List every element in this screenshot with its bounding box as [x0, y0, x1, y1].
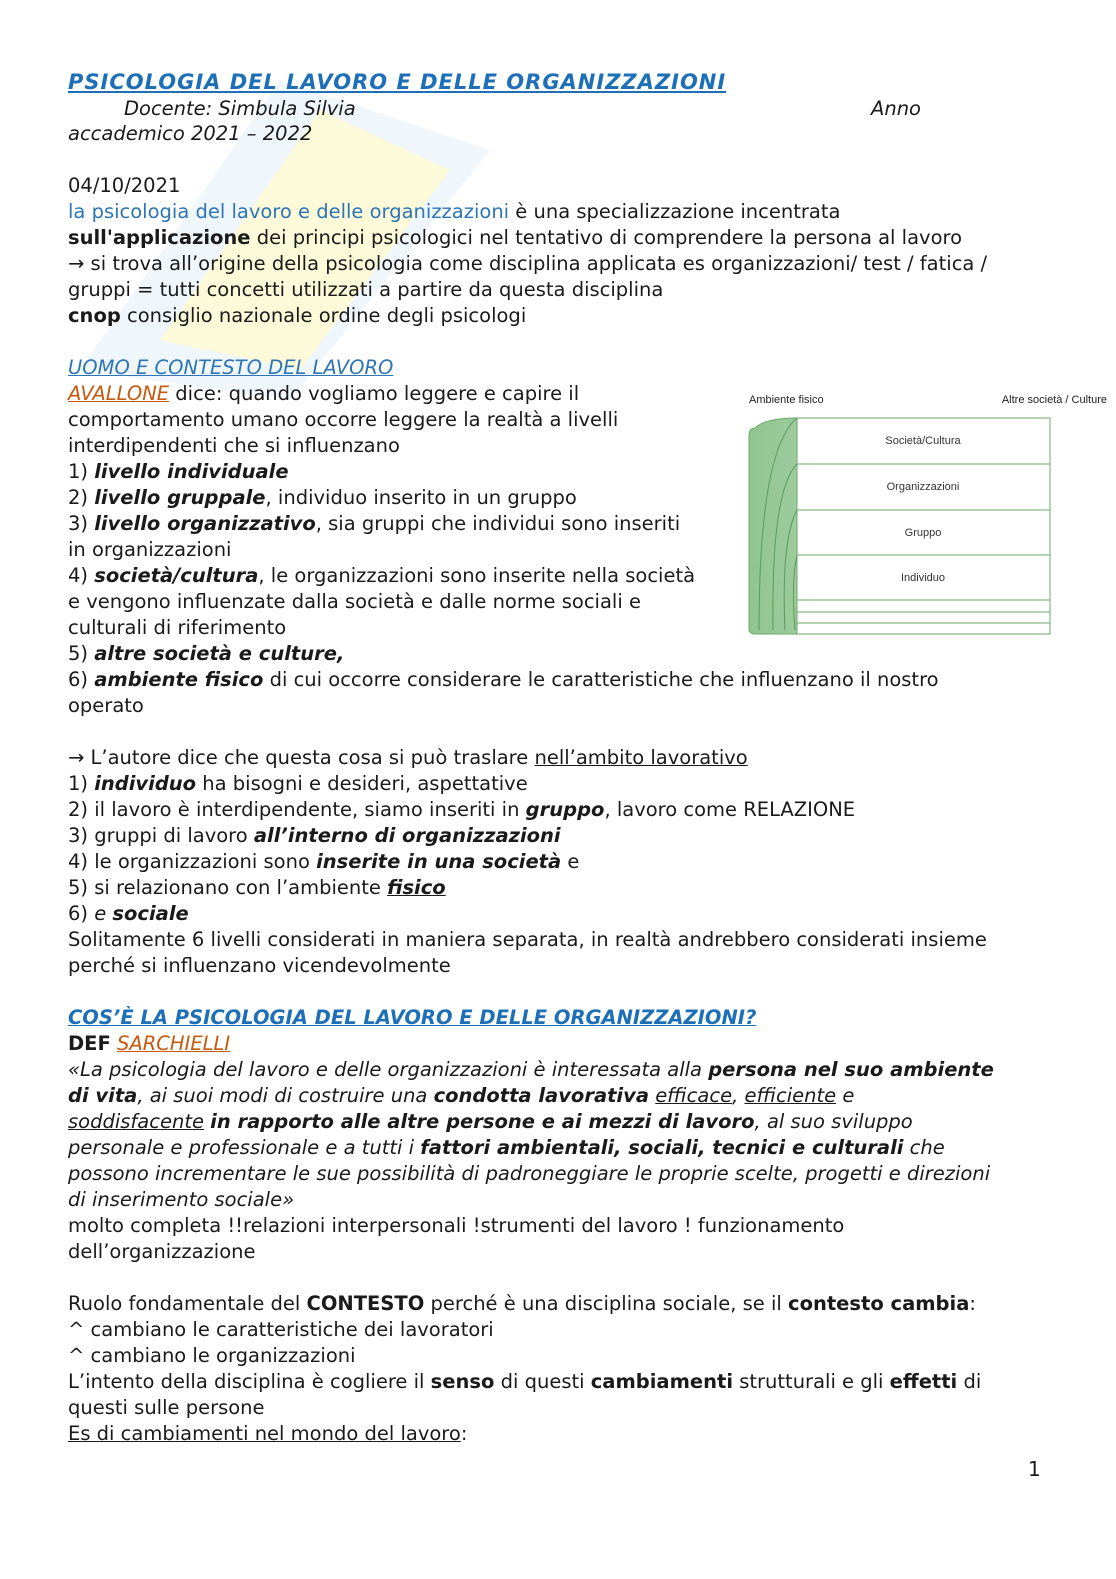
item-text: , le organizzazioni sono inserite nella società: [258, 564, 696, 587]
list-item: [68, 511, 733, 537]
level-organizzazioni: Organizzazioni: [886, 481, 960, 493]
list-item: [68, 849, 1043, 875]
item-number: 5): [68, 642, 95, 665]
intro-text: dei principi psicologici nel tentativo di comprendere la persona al lavoro: [250, 226, 963, 249]
level-gruppo: Gruppo: [904, 527, 942, 539]
levels-diagram: [745, 390, 1110, 640]
item-bold: inserite in una società: [316, 850, 562, 873]
item-bold: ambiente fisico: [94, 668, 264, 691]
item-text: 6): [68, 902, 95, 925]
item-bold: livello organizzativo: [94, 512, 316, 535]
intro-line-1: [68, 199, 1043, 225]
academic-year: accademico 2021 – 2022: [68, 122, 313, 145]
section-heading: UOMO E CONTESTO DEL LAVORO: [68, 356, 394, 379]
body-text: di questi: [494, 1370, 591, 1393]
quote-text: che: [903, 1136, 945, 1159]
item-text: 3) gruppi di lavoro: [68, 824, 254, 847]
item-bold: all’interno di organizzazioni: [253, 824, 561, 847]
item-bold: individuo: [94, 772, 197, 795]
list-item: [68, 641, 733, 667]
section-heading: COS’È LA PSICOLOGIA DEL LAVORO E DELLE ORGANIZZAZIONI?: [68, 1006, 757, 1029]
list-item: [68, 563, 733, 589]
item-italic: e: [94, 902, 113, 925]
quote-bold: fattori ambientali, sociali, tecnici e culturali: [420, 1136, 904, 1159]
list-item-cont: e vengono influenzate dalla società e dalle norme sociali e: [68, 590, 641, 613]
body-text: di: [957, 1370, 982, 1393]
list-item: [68, 823, 1043, 849]
body-bold: CONTESTO: [306, 1292, 425, 1315]
list-item: [68, 667, 1043, 693]
item-text: e: [561, 850, 580, 873]
item-text: , individuo inserito in un gruppo: [265, 486, 577, 509]
quote-underline: efficace: [655, 1084, 733, 1107]
body-bold: senso: [430, 1370, 495, 1393]
list-item: [68, 485, 733, 511]
list-item-cont: in organizzazioni: [68, 538, 232, 561]
item-bold: altre società e culture,: [94, 642, 345, 665]
teacher-line: [68, 96, 1043, 121]
intro-line-5: [68, 303, 1043, 329]
item-number: 4): [68, 564, 95, 587]
underlined-text: nell’ambito lavorativo: [534, 746, 748, 769]
list-item: [68, 459, 733, 485]
quote-line: di inserimento sociale»: [68, 1188, 295, 1211]
quote-line: [68, 1109, 1043, 1135]
body-text: Ruolo fondamentale del: [68, 1292, 307, 1315]
quote-bold: condotta lavorativa: [433, 1084, 649, 1107]
intro-line-3: → si trova all’origine della psicologia come disciplina applicata es organizzazioni/ test / fatica /: [68, 252, 988, 275]
quote-line: possono incrementare le sue possibilità di padroneggiare le proprie scelte, progetti e direzioni: [68, 1162, 991, 1185]
quote-underline: soddisfacente: [68, 1110, 204, 1133]
level-individuo: Individuo: [900, 572, 946, 584]
item-bold: fisico: [387, 876, 446, 899]
item-text: ha bisogni e desideri, aspettative: [196, 772, 528, 795]
list-item: [68, 901, 1043, 927]
year-label: Anno: [871, 97, 921, 120]
body-bold: cambiamenti: [590, 1370, 734, 1393]
label-ambiente-fisico: Ambiente fisico: [749, 394, 824, 406]
quote-line: [68, 1057, 1043, 1083]
body-text: → L’autore dice che questa cosa si può traslare: [68, 746, 535, 769]
intro-bold: cnop: [68, 304, 121, 327]
body-line: interdipendenti che si influenzano: [68, 434, 400, 457]
item-bold: sociale: [112, 902, 189, 925]
item-text: 5) si relazionano con l’ambiente: [68, 876, 388, 899]
item-bold: livello individuale: [94, 460, 289, 483]
intro-text: è una specializzazione incentrata: [509, 200, 841, 223]
item-number: 6): [68, 668, 95, 691]
intro-text: consiglio nazionale ordine degli psicologi: [120, 304, 527, 327]
intro-bold: sull'applicazione: [68, 226, 251, 249]
quote-text: «La psicologia del lavoro e delle organizzazioni è interessata alla: [68, 1058, 709, 1081]
body-line: perché si influenzano vicendevolmente: [68, 954, 451, 977]
quote-underline: efficiente: [744, 1084, 837, 1107]
item-number: 3): [68, 512, 95, 535]
note-line: molto completa !!relazioni interpersonali !strumenti del lavoro ! funzionamento: [68, 1214, 845, 1237]
quote-text: ,: [732, 1084, 745, 1107]
item-number: 1): [68, 460, 95, 483]
quote-line: [68, 1135, 1043, 1161]
intent-line: [68, 1369, 1043, 1395]
body-text: strutturali e gli: [733, 1370, 890, 1393]
quote-text: , al suo sviluppo: [754, 1110, 913, 1133]
quote-bold: in rapporto alle altre persone e ai mezzi di lavoro: [210, 1110, 755, 1133]
lecture-date: 04/10/2021: [68, 174, 181, 197]
list-item-cont: culturali di riferimento: [68, 616, 287, 639]
inner-panel: [797, 418, 1050, 634]
body-text: :: [460, 1422, 468, 1445]
quote-text: personale e professionale e a tutti i: [68, 1136, 421, 1159]
body-line: ^ cambiano le organizzazioni: [68, 1344, 356, 1367]
avallone-line: [68, 381, 733, 407]
list-item: [68, 771, 1043, 797]
def-line: [68, 1031, 1043, 1057]
quote-text: , ai suoi modi di costruire una: [137, 1084, 434, 1107]
intro-line-2: [68, 225, 1043, 251]
quote-text: e: [836, 1084, 855, 1107]
quote-line: [68, 1083, 1043, 1109]
definition-quote: [68, 1057, 1043, 1213]
body-line: ^ cambiano le caratteristiche dei lavoratori: [68, 1318, 494, 1341]
quote-bold: di vita: [68, 1084, 138, 1107]
body-bold: contesto cambia: [788, 1292, 970, 1315]
item-bold: livello gruppale: [94, 486, 266, 509]
def-label: DEF: [68, 1032, 111, 1055]
item-text: , sia gruppi che individui sono inseriti: [315, 512, 681, 535]
item-number: 2): [68, 486, 95, 509]
item-number: 1): [68, 772, 95, 795]
author-name: AVALLONE: [68, 382, 170, 405]
body-line: questi sulle persone: [68, 1396, 265, 1419]
body-text: dice: quando vogliamo leggere e capire il: [169, 382, 580, 405]
label-altre-societa: Altre società / Culture: [1001, 394, 1107, 406]
context-line: [68, 1291, 1043, 1317]
translate-line: [68, 745, 1043, 771]
quote-bold: persona nel suo ambiente: [708, 1058, 994, 1081]
underlined-text: Es di cambiamenti nel mondo del lavoro: [68, 1422, 461, 1445]
body-line: Solitamente 6 livelli considerati in maniera separata, in realtà andrebbero considerati insieme: [68, 928, 987, 951]
page-number: 1: [1028, 1457, 1041, 1481]
body-line: comportamento umano occorre leggere la realtà a livelli: [68, 408, 619, 431]
list-item: [68, 875, 1043, 901]
body-text: L’intento della disciplina è cogliere il: [68, 1370, 431, 1393]
page-title: PSICOLOGIA DEL LAVORO E DELLE ORGANIZZAZIONI: [68, 70, 727, 94]
item-text: di cui occorre considerare le caratteristiche che influenzano il nostro: [263, 668, 939, 691]
item-text: 2) il lavoro è interdipendente, siamo inseriti in: [68, 798, 526, 821]
intro-line-4: gruppi = tutti concetti utilizzati a partire da questa disciplina: [68, 278, 664, 301]
item-text: 4) le organizzazioni sono: [68, 850, 317, 873]
level-societa-cultura: Società/Cultura: [885, 435, 961, 447]
list-item: [68, 797, 1043, 823]
section-uomo-contesto: [68, 355, 733, 667]
body-text: perché è una disciplina sociale, se il: [424, 1292, 789, 1315]
examples-line: [68, 1421, 1043, 1447]
author-name: SARCHIELLI: [117, 1032, 231, 1055]
item-bold: società/cultura: [94, 564, 259, 587]
document-body: [68, 68, 1043, 1447]
note-line: dell’organizzazione: [68, 1240, 256, 1263]
teacher-name: Docente: Simbula Silvia: [124, 97, 356, 120]
discipline-link: la psicologia del lavoro e delle organizzazioni: [68, 200, 510, 223]
item-text: , lavoro come RELAZIONE: [604, 798, 856, 821]
list-item-cont: operato: [68, 694, 144, 717]
body-text: :: [969, 1292, 976, 1315]
item-bold: gruppo: [525, 798, 605, 821]
body-bold: effetti: [889, 1370, 958, 1393]
